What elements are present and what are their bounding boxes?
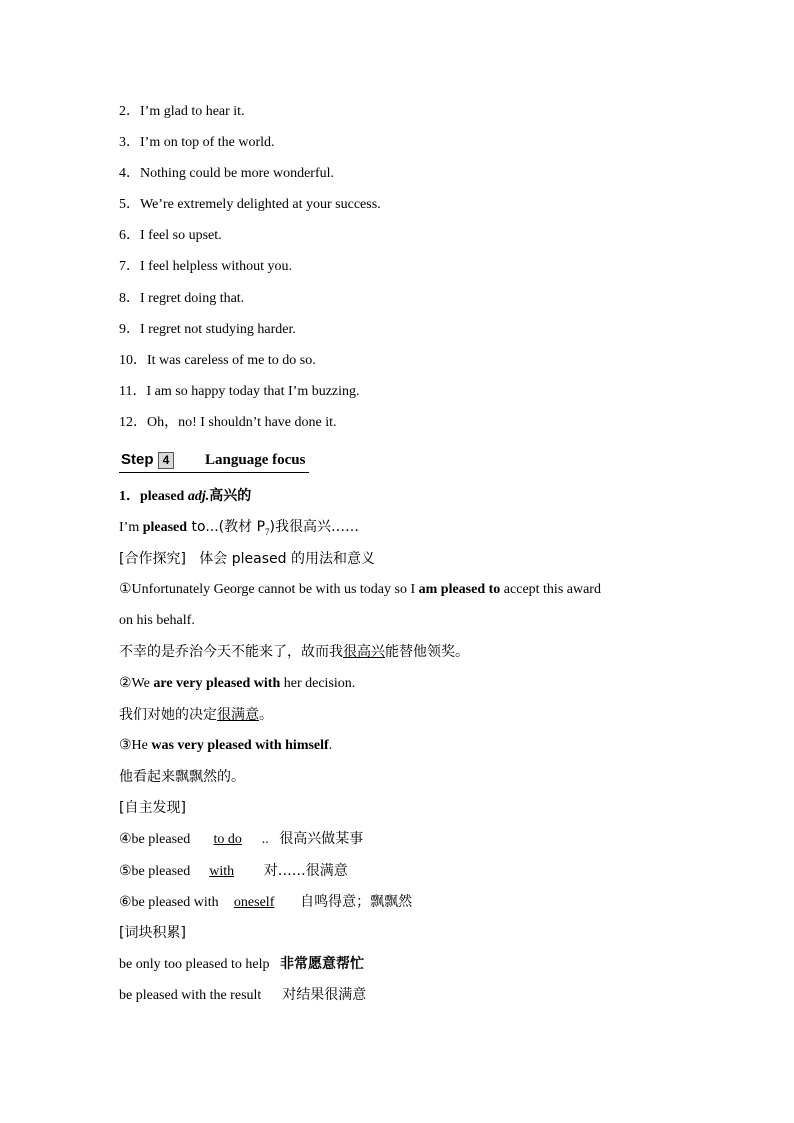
sentence-2: 2．I’m glad to hear it.: [119, 104, 245, 119]
chunk-row-1-en: be only too pleased to help: [119, 957, 270, 972]
vocab-pos: adj.: [187, 489, 210, 504]
example-3-bold: was very pleased with himself: [151, 738, 329, 753]
discover-row-1: [119, 830, 363, 849]
sentence-8: 8．I regret doing that.: [119, 291, 245, 306]
discover-row-1-after: ..: [261, 832, 269, 847]
vocab-meaning: 高兴的: [209, 488, 252, 504]
discover-row-1-blank: to do: [213, 832, 242, 847]
step-title: Language focus: [205, 452, 306, 468]
example-2-bold: are very pleased with: [153, 676, 281, 691]
source-sub: 7: [265, 526, 270, 537]
sentence-10: 10．It was careless of me to do so.: [119, 353, 316, 368]
source-post: )我很高兴……: [269, 519, 359, 535]
vocab-number: 1．: [119, 489, 140, 504]
example-3-c: .: [328, 738, 333, 753]
example-1-en: [119, 581, 601, 599]
vocab-heading: [119, 487, 251, 506]
example-3-a: ③He: [119, 738, 152, 753]
example-2-cn-underline: 很满意: [217, 707, 259, 723]
source-bold: pleased: [142, 520, 188, 535]
discover-row-2: [119, 862, 348, 881]
sentence-4: 4．Nothing could be more wonderful.: [119, 166, 335, 181]
step-header: [119, 450, 309, 473]
sentence-3: 3．I’m on top of the world.: [119, 135, 275, 150]
discover-row-1-meaning: 很高兴做某事: [279, 831, 364, 847]
step-number-badge: 4: [158, 452, 174, 469]
example-1-bold: am pleased to: [418, 582, 501, 597]
source-mid: to...(教材 P: [187, 519, 266, 535]
sentence-7: 7．I feel helpless without you.: [119, 259, 293, 274]
discover-row-2-meaning: 对……很满意: [263, 863, 348, 879]
explore-label: [合作探究]: [119, 551, 186, 567]
sentence-12: 12．Oh，no! I shouldn’t have done it.: [119, 415, 337, 430]
example-2-cn-pre: 我们对她的决定: [119, 707, 217, 723]
example-1-cn: [119, 643, 469, 661]
sentence-6: 6．I feel so upset.: [119, 228, 222, 243]
discover-row-3-pre: ⑥be pleased with: [119, 895, 219, 910]
example-1-cn-underline: 很高兴: [343, 644, 385, 660]
chunk-row-2-en: be pleased with the result: [119, 988, 262, 1003]
example-1-c: accept this award: [500, 582, 601, 597]
chunk-row-1-cn: 非常愿意帮忙: [279, 956, 364, 972]
discover-row-3-blank: oneself: [233, 895, 275, 910]
example-2-c: her decision.: [280, 676, 356, 691]
example-2-a: ②We: [119, 676, 154, 691]
example-1-cn-pre: 不幸的是乔治今天不能来了，故而我: [119, 644, 343, 660]
example-1-a: ①Unfortunately George cannot be with us today so I: [119, 582, 419, 597]
sentence-5: 5．We’re extremely delighted at your success.: [119, 197, 381, 212]
example-2-cn-post: 。: [259, 707, 273, 723]
discover-row-1-pre: ④be pleased: [119, 832, 191, 847]
example-3-en: [119, 737, 332, 755]
sentence-9: 9．I regret not studying harder.: [119, 322, 296, 337]
discover-row-3-meaning: 自鸣得意；飘飘然: [300, 894, 413, 910]
example-1-en-line2: on his behalf.: [119, 613, 195, 628]
example-1-cn-post: 能替他领奖。: [385, 644, 469, 660]
step-label: Step: [121, 451, 154, 468]
explore-line: [119, 550, 375, 568]
discover-row-3: [119, 893, 412, 912]
discover-row-2-pre: ⑤be pleased: [119, 864, 191, 879]
chunk-row-2-cn: 对结果很满意: [282, 987, 367, 1003]
discover-row-2-blank: with: [209, 864, 235, 879]
chunk-row-2: [119, 986, 366, 1005]
chunk-row-1: [119, 955, 364, 974]
discover-label: [自主发现]: [119, 800, 186, 816]
explore-text: 体会 pleased 的用法和意义: [199, 551, 375, 567]
source-pre: I’m: [119, 520, 143, 535]
vocab-word: pleased: [140, 489, 185, 504]
example-2-cn: [119, 706, 273, 724]
source-line: [119, 518, 359, 541]
sentence-11: 11．I am so happy today that I’m buzzing.: [119, 384, 360, 399]
chunks-label: [词块积累]: [119, 925, 186, 941]
example-2-en: [119, 675, 355, 693]
example-3-cn: 他看起来飘飘然的。: [119, 769, 245, 785]
